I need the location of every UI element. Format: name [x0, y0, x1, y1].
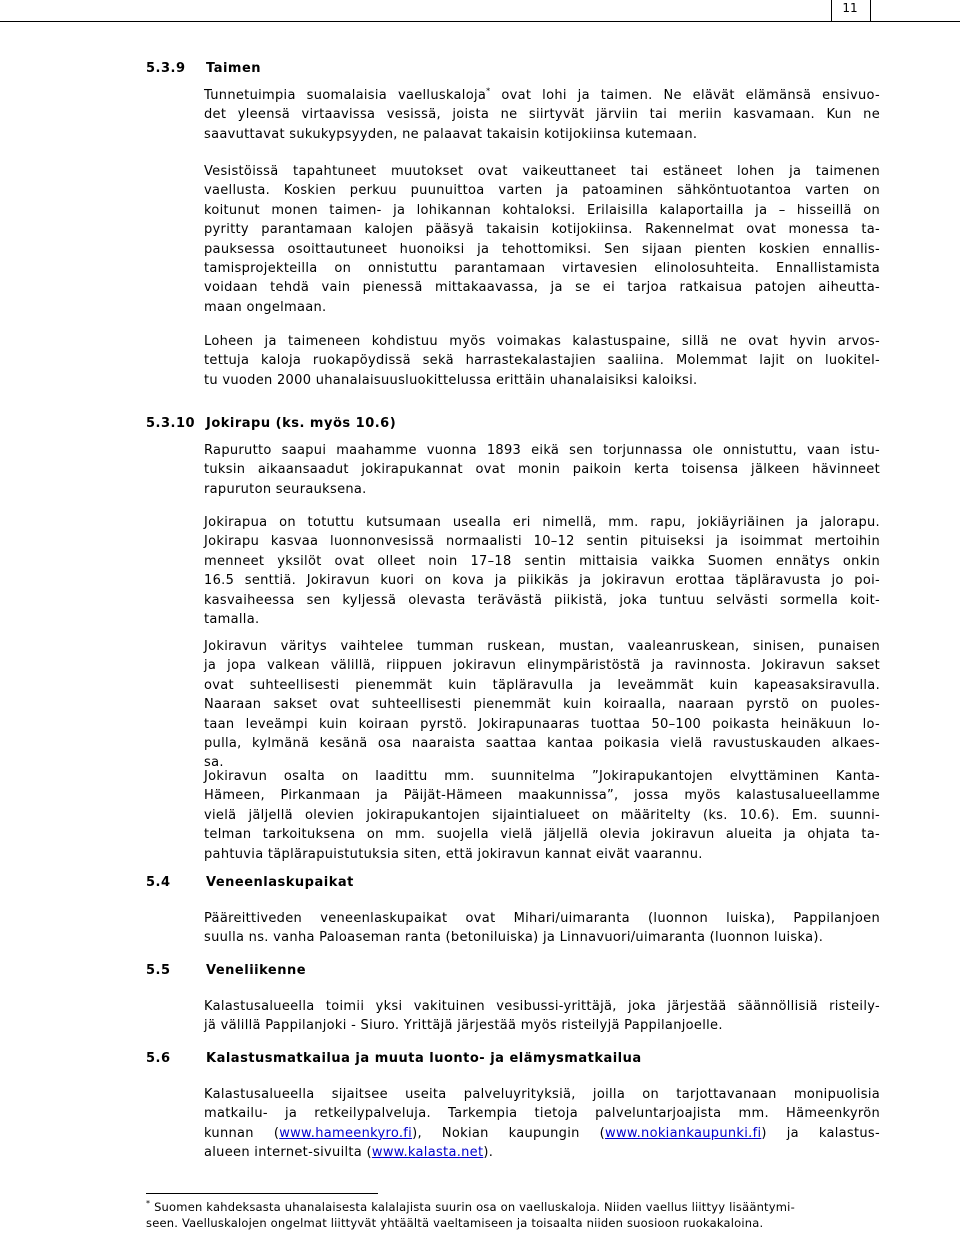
- section-heading-veneliikenne: [146, 963, 306, 978]
- text-run: Tunnetuimpia suomalaisia vaelluskaloja: [204, 88, 487, 103]
- text-line: tuksin aikaansaadut jokirapukannat ovat monin paikoin kerta toisensa jälkeen hävinneet: [204, 462, 880, 478]
- text-line: 16.5 senttiä. Jokiravun kuori on kova ja piikikäs ja jokiravun erottaa täpläravusta jo poi-: [204, 573, 880, 589]
- text-line: vaellusta. Koskien perkuu puunuittoa varten ja patoaminen sähköntuotantoa varten on: [204, 183, 880, 199]
- text-line: ja jopa valkean välillä, riippuen jokiravun elinympäristöstä ja ravinnosta. Jokiravun sakset: [204, 658, 880, 674]
- text-line: [204, 1124, 880, 1143]
- text-run: ) ja kalastus-: [761, 1125, 880, 1141]
- text-line: menneet yksilöt ovat olleet noin 17–18 sentin mittaisia vaikka Suomen ennätys onkin: [204, 553, 880, 569]
- text-line: pahtuvia täplärapuistutuksia siten, että jokiravun kannat eivät vaarannu.: [204, 846, 703, 862]
- text-line: tettuja kaloja ruokapöydissä sekä harrastekalastajien saaliina. Molemmat lajit on luokitel-: [204, 353, 880, 369]
- section-number: 5.6: [146, 1051, 171, 1066]
- text-run: ovat lohi ja taimen. Ne elävät elämänsä ensivuo-: [490, 88, 880, 103]
- text-line: Kalastusalueella toimii yksi vakituinen vesibussi-yrittäjä, joka järjestää säännöllisiä risteily-: [204, 999, 880, 1014]
- text-line: Naaraan sakset ovat suhteellisesti pienemmät kuin koiraalla, naaraan pyrstö on puoles-: [204, 697, 880, 713]
- text-run: kunnan (: [204, 1125, 280, 1141]
- paragraph-kalastusmatkailu: [204, 1085, 880, 1163]
- text-line: maan ongelmaan.: [204, 299, 327, 315]
- text-line: kasvaiheessa sen kyljessä olevasta terävästä piikistä, joka tuntuu selvästi sormella koit-: [204, 592, 880, 608]
- section-heading-veneenlaskupaikat: [146, 875, 354, 890]
- link-nokiankaupunki[interactable]: www.nokiankaupunki.fi: [605, 1125, 762, 1141]
- text-line: Pääreittiveden veneenlaskupaikat ovat Mihari/uimaranta (luonnon luiska), Pappilanjoen: [204, 911, 880, 926]
- section-title: Veneenlaskupaikat: [206, 875, 354, 890]
- paragraph-taimen-3: [204, 332, 880, 390]
- section-number: 5.5: [146, 963, 171, 978]
- section-title: Veneliikenne: [206, 963, 307, 978]
- paragraph-taimen-2: [204, 162, 880, 317]
- text-line: Hämeen, Pirkanmaan ja Päijät-Hämeen maakunnissa”, jossa myös kalastusalueellamme: [204, 788, 880, 804]
- link-kalasta[interactable]: www.kalasta.net: [371, 1145, 484, 1161]
- text-line: telman tarkoituksena on mm. suojella vielä jäljellä olevia jokiravun alueita ja ohjata ta-: [204, 827, 880, 843]
- text-line: det yleensä virtaavissa vesissä, joista ne siirtyvät järviin tai meriin kasvamaan. Kun ne: [204, 107, 880, 123]
- text-line: jä välillä Pappilanjoki - Siuro. Yrittäjä järjestää myös risteilyjä Pappilanjoelle.: [204, 1018, 723, 1034]
- text-line: tu vuoden 2000 uhanalaisuusluokittelussa erittäin uhanalaisiksi kaloiksi.: [204, 372, 698, 388]
- text-line: [204, 86, 880, 105]
- text-line: tamalla.: [204, 612, 260, 628]
- text-line: tamisprojekteilla on onnistuttu parantamaan virtavesien elinolosuhteita. Ennallistamista: [204, 261, 880, 277]
- text-line: ovat suhteellisesti pienemmät kuin täpläravulla ja leveämmät kuin kapeasaksiravulla.: [204, 677, 880, 693]
- text-line: pyritty parantamaan kalojen pääsyä takaisin kotijokiinsa. Rakennelmat ovat monessa ta-: [204, 222, 880, 238]
- section-heading-jokirapu: [146, 416, 396, 431]
- paragraph-taimen-1: [204, 86, 880, 144]
- text-run: Suomen kahdeksasta uhanalaisesta kalalajista suurin osa on vaelluskaloja. Niiden vaellus liittyy lisääntymi-: [154, 1200, 795, 1214]
- text-line: Jokiravun väritys vaihtelee tumman ruskean, mustan, vaaleanruskean, sinisen, punaisen: [204, 639, 880, 654]
- text-line: Kalastusalueella sijaitsee useita palveluyrityksiä, joilla on tarjottavanaan monipuolisia: [204, 1087, 880, 1102]
- section-heading-kalastusmatkailu: [146, 1051, 642, 1066]
- text-line: rapuruton seurauksena.: [204, 481, 367, 497]
- text-line: Loheen ja taimeneen kohdistuu myös voimakas kalastuspaine, sillä ne ovat hyvin arvos-: [204, 334, 880, 349]
- footnote-line: [146, 1199, 866, 1215]
- text-line: Jokiravun osalta on laadittu mm. suunnitelma ”Jokirapukantojen elvyttäminen Kanta-: [204, 769, 880, 784]
- text-line: voidaan tehdä vain pienessä mittakaavassa, ja se ei tarjoa ratkaisua patojen aiheutta-: [204, 280, 880, 296]
- footnote-rule: [146, 1193, 378, 1194]
- text-line: koitunut monen taimen- ja lohikannan kohtaloksi. Erilaisilla kalaportailla ja – hisseillä on: [204, 202, 880, 218]
- footnote-marker: *: [486, 86, 491, 96]
- link-hameenkyro[interactable]: www.hameenkyro.fi: [279, 1125, 413, 1141]
- text-line: matkailu- ja retkeilypalveluja. Tarkempia tietoja palveluntarjoajista mm. Hämeenkyrön: [204, 1106, 880, 1122]
- section-title: Taimen: [206, 61, 262, 76]
- section-title: Jokirapu (ks. myös 10.6): [206, 416, 397, 431]
- text-line: sa.: [204, 755, 224, 771]
- footnote: [146, 1199, 866, 1231]
- text-line: taan leveämpi kuin koiraan pyrstö. Jokirapunaaras tuottaa 50–100 poikasta heinäkuun lo-: [204, 716, 880, 732]
- section-title: Kalastusmatkailua ja muuta luonto- ja elämysmatkailua: [206, 1051, 642, 1066]
- text-line: Vesistöissä tapahtuneet muutokset ovat vaikeuttaneet tai estäneet lohen ja taimenen: [204, 164, 880, 179]
- paragraph-jokirapu-3: [204, 637, 880, 773]
- text-line: Rapurutto saapui maahamme vuonna 1893 eikä sen torjunnassa ole onnistuttu, vaan istu-: [204, 443, 880, 458]
- text-run: ), Nokian kaupungin (: [412, 1125, 606, 1141]
- footnote-line: seen. Vaelluskalojen ongelmat liittyvät yhtäältä vaeltamiseen ja toisaalta niiden suosioon ruokakaloina.: [146, 1216, 764, 1230]
- section-number: 5.3.10: [146, 416, 196, 431]
- text-run: ).: [483, 1145, 494, 1161]
- paragraph-jokirapu-2: [204, 513, 880, 629]
- section-number: 5.3.9: [146, 61, 186, 76]
- text-run: alueen internet-sivuilta (: [204, 1145, 372, 1161]
- text-line: suulla ns. vanha Paloaseman ranta (betoniluiska) ja Linnavuori/uimaranta (luonnon luiska).: [204, 930, 824, 946]
- header-rule: [0, 21, 960, 22]
- section-number: 5.4: [146, 875, 171, 890]
- paragraph-veneliikenne: [204, 997, 880, 1036]
- paragraph-jokirapu-1: [204, 441, 880, 499]
- text-line: pulla, kylmänä kesänä osa naaraista saattaa kantaa poikasia vielä ravustuskauden alkaes-: [204, 736, 880, 752]
- paragraph-veneenlaskupaikat: [204, 909, 880, 948]
- text-line: pauksessa osoittautuneet huonoiksi ja tehottomiksi. Sen sijaan pienten koskien ennallis-: [204, 241, 880, 257]
- footnote-marker: *: [146, 1199, 151, 1209]
- page-number: 11: [842, 1, 858, 15]
- text-line: saavuttavat sukukypsyyden, ne palaavat takaisin kotijokiinsa kutemaan.: [204, 126, 698, 142]
- text-line: vielä jäljellä olevien jokirapukantojen sijaintialueet on määritelty (ks. 10.6). Em. suunni-: [204, 807, 880, 823]
- section-heading-taimen: [146, 61, 261, 76]
- text-line: [204, 1143, 880, 1162]
- text-line: Jokirapua on totuttu kutsumaan usealla eri nimellä, mm. rapu, jokiäyriäinen ja jalorapu.: [204, 515, 880, 530]
- paragraph-jokirapu-4: [204, 767, 880, 864]
- text-line: Jokirapu kasvaa luonnonvesissä normaalisti 10–12 sentin pituiseksi ja isoimmat mertoihin: [204, 534, 880, 550]
